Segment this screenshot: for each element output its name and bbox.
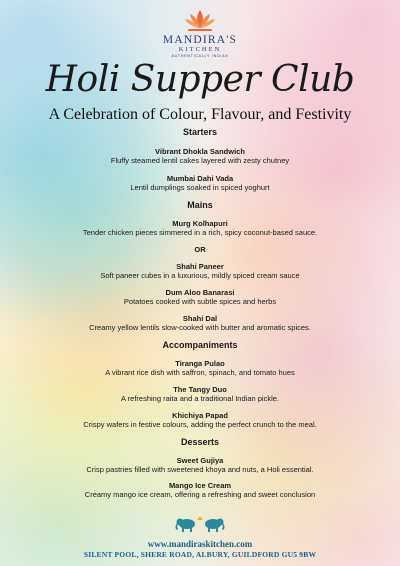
item-name: Murg Kolhapuri [172, 219, 228, 228]
address: SILENT POOL, SHERE ROAD, ALBURY, GUILDFORD GU5 9BW [83, 550, 317, 559]
website-link[interactable]: www.mandiraskitchen.com [147, 539, 253, 549]
item-description: A vibrant rice dish with saffron, spinach, and tomato hues [105, 368, 295, 377]
lotus-crown-icon [183, 8, 217, 34]
menu-item [0, 288, 400, 306]
page-footer [0, 514, 400, 560]
item-description: Creamy mango ice cream, offering a refreshing and sweet conclusion [84, 490, 316, 499]
section-title-mains: Mains [187, 200, 213, 210]
menu-item [0, 219, 400, 237]
menu-item [0, 359, 400, 377]
page-title: Holi Supper Club [45, 59, 355, 100]
or-separator: OR [194, 245, 206, 254]
menu-item [0, 411, 400, 429]
item-name: Shahi Paneer [176, 262, 224, 271]
brand-tagline: AUTHENTICALLY INDIAN [171, 54, 229, 58]
brand-name-kitchen: KITCHEN [178, 46, 222, 53]
item-name: Sweet Gujiya [176, 456, 224, 465]
brand-name: MANDIRA'S [162, 34, 238, 46]
item-description: Potatoes cooked with subtle spices and herbs [123, 297, 277, 306]
brand-logo [0, 8, 400, 58]
item-description: Creamy yellow lentils slow-cooked with butter and aromatic spices. [89, 323, 311, 332]
item-description: Crisp pastries filled with sweetened khoya and nuts, a Holi essential. [86, 465, 314, 474]
menu-item [0, 147, 400, 165]
item-name: Vibrant Dhokla Sandwich [155, 147, 245, 156]
item-name: Khichiya Papad [172, 411, 228, 420]
item-description: Lentil dumplings soaked in spiced yoghurt [130, 183, 270, 192]
item-name: Mango Ice Cream [168, 481, 232, 490]
menu-item [0, 385, 400, 403]
menu-item [0, 481, 400, 499]
item-name: The Tangy Duo [173, 385, 227, 394]
item-name: Dum Aloo Banarasi [165, 288, 235, 297]
menu-list [0, 127, 400, 499]
page-subtitle: A Celebration of Colour, Flavour, and Festivity [48, 106, 352, 123]
item-name: Shahi Dal [182, 314, 218, 323]
menu-item [0, 314, 400, 332]
item-description: Crispy wafers in festive colours, adding the perfect crunch to the meal. [83, 420, 317, 429]
item-description: A refreshing raita and a traditional Indian pickle. [120, 394, 279, 403]
elephants-icon [174, 514, 226, 534]
item-name: Mumbai Dahi Vada [166, 174, 234, 183]
section-title-desserts: Desserts [180, 437, 220, 447]
menu-item [0, 262, 400, 280]
item-name: Tiranga Pulao [175, 359, 225, 368]
menu-item [0, 174, 400, 192]
section-title-starters: Starters [182, 127, 218, 137]
section-title-accompaniments: Accompaniments [162, 340, 238, 350]
menu-item [0, 456, 400, 474]
item-description: Fluffy steamed lentil cakes layered with zesty chutney [110, 156, 290, 165]
item-description: Soft paneer cubes in a luxurious, mildly spiced cream sauce [100, 271, 300, 280]
item-description: Tender chicken pieces simmered in a rich, spicy coconut-based sauce. [82, 228, 318, 237]
